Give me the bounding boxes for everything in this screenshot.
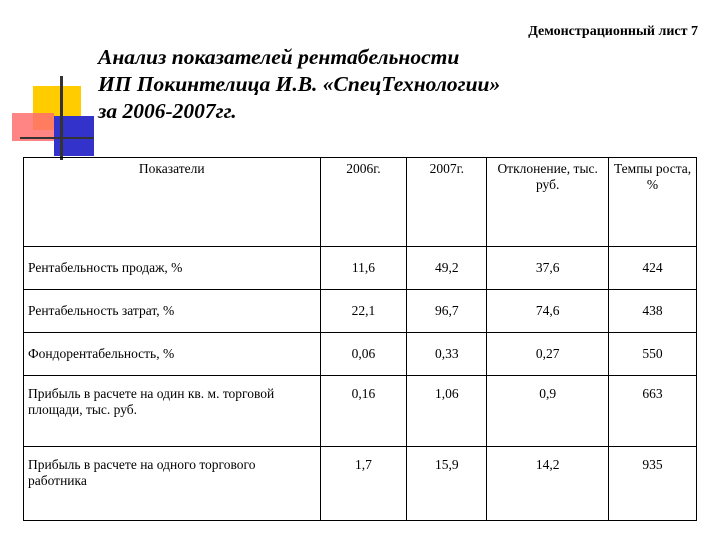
table-row — [24, 376, 697, 447]
cell-2006: 0,16 — [320, 376, 407, 447]
cell-deviation: 14,2 — [487, 447, 609, 521]
title-line-3: за 2006-2007гг. — [98, 99, 237, 123]
cell-growth: 438 — [609, 290, 697, 333]
cell-growth: 550 — [609, 333, 697, 376]
cell-2007: 96,7 — [407, 290, 487, 333]
header-deviation: Отклонение, тыс. руб. — [487, 158, 609, 247]
table-row — [24, 447, 697, 521]
table-row — [24, 247, 697, 290]
cell-deviation: 74,6 — [487, 290, 609, 333]
table-row — [24, 290, 697, 333]
cell-2006: 0,06 — [320, 333, 407, 376]
cell-2006: 11,6 — [320, 247, 407, 290]
cell-deviation: 37,6 — [487, 247, 609, 290]
header-2007: 2007г. — [407, 158, 487, 247]
row-name: Рентабельность затрат, % — [24, 290, 321, 333]
profitability-table — [23, 157, 697, 521]
header-indicators: Показатели — [24, 158, 321, 247]
cell-2007: 0,33 — [407, 333, 487, 376]
slide-title — [98, 44, 500, 125]
cell-deviation: 0,27 — [487, 333, 609, 376]
header-2006: 2006г. — [320, 158, 407, 247]
row-name: Прибыль в расчете на один кв. м. торговой площади, тыс. руб. — [24, 376, 321, 447]
row-name: Прибыль в расчете на одного торгового работника — [24, 447, 321, 521]
cell-growth: 424 — [609, 247, 697, 290]
table-header-row — [24, 158, 697, 247]
cell-2006: 22,1 — [320, 290, 407, 333]
cell-2007: 49,2 — [407, 247, 487, 290]
cell-deviation: 0,9 — [487, 376, 609, 447]
title-line-1: Анализ показателей рентабельности — [98, 45, 460, 69]
cell-2007: 1,06 — [407, 376, 487, 447]
decor-horizontal-line — [20, 137, 94, 139]
slide-label: Демонстрационный лист 7 — [528, 24, 698, 39]
cell-growth: 935 — [609, 447, 697, 521]
row-name: Рентабельность продаж, % — [24, 247, 321, 290]
cell-2006: 1,7 — [320, 447, 407, 521]
table-row — [24, 333, 697, 376]
header-growth-rate: Темпы роста, % — [609, 158, 697, 247]
cell-growth: 663 — [609, 376, 697, 447]
decor-vertical-line — [60, 76, 63, 160]
title-line-2: ИП Покинтелица И.В. «СпецТехнологии» — [98, 72, 501, 96]
cell-2007: 15,9 — [407, 447, 487, 521]
row-name: Фондорентабельность, % — [24, 333, 321, 376]
